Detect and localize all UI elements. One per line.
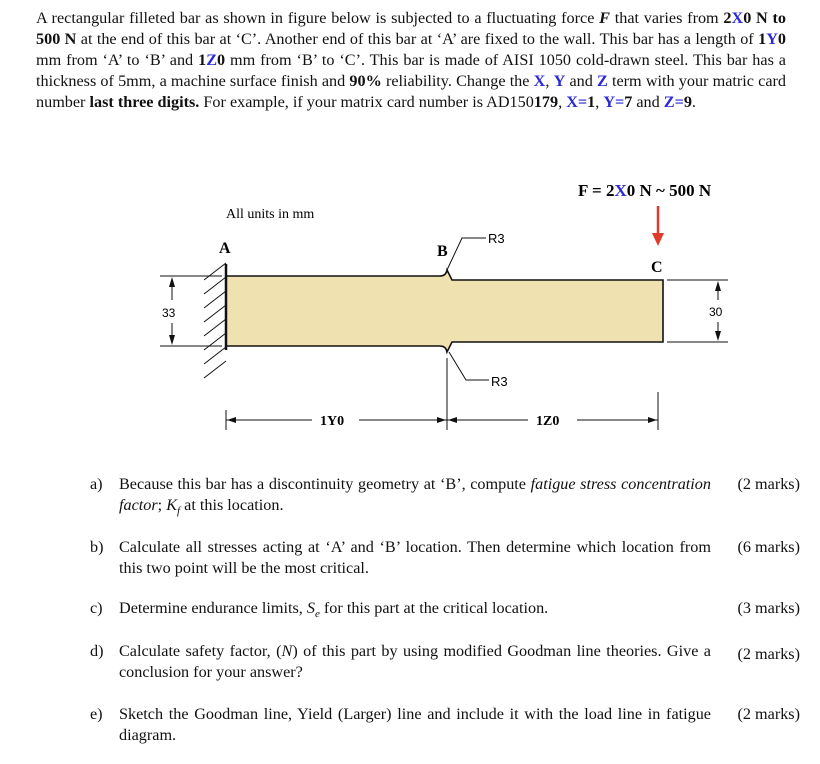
variable-x: X	[731, 9, 744, 27]
example-x-value: 1	[587, 93, 596, 111]
text: term with your matric card number	[36, 72, 786, 111]
variable-z: Z	[206, 51, 217, 69]
length-bc-arrow-right	[648, 417, 657, 423]
wall-hatching	[204, 263, 226, 378]
force-label: F = 2X0 N ~ 500 N	[578, 181, 712, 200]
question-text: Sketch the Goodman line, Yield (Larger) line and include it with the load line in fatigue diagram.	[119, 705, 711, 744]
text: ,	[558, 93, 567, 111]
fillet-top-label: R3	[488, 231, 505, 246]
height-left-arrow-bottom	[169, 335, 175, 345]
length-ab-label: 1Y0	[320, 414, 345, 429]
text: 2	[723, 9, 732, 27]
height-left-label: 33	[162, 306, 176, 320]
question-marks: (3 marks)	[737, 599, 800, 617]
text: A rectangular filleted bar as shown in figure below is subjected to a fluctuating force	[36, 9, 600, 27]
height-right-arrow-bottom	[715, 331, 721, 341]
reliability-value: 90%	[349, 72, 382, 90]
point-b-label: B	[437, 243, 448, 260]
question-text: Calculate safety factor, (N) of this part by using modified Goodman line theories. Give a conclusion for your answer?	[119, 642, 711, 681]
point-a-label: A	[219, 240, 231, 257]
emphasis: last three digits.	[89, 93, 200, 111]
text: .	[691, 93, 696, 111]
text: ,	[595, 93, 604, 111]
text: at the end of this bar at ‘C’. Another end of this bar at ‘A’ are fixed to the wall. This bar has a length of	[76, 30, 759, 48]
question-marks: (2 marks)	[737, 475, 800, 493]
question-text: Determine endurance limits, $S_e$ for this part at the critical location.	[119, 599, 549, 621]
example-y-value: 7	[624, 93, 633, 111]
card-digits: 179	[533, 93, 559, 111]
text: and	[632, 93, 664, 111]
fillet-top-leader	[447, 238, 486, 270]
example-x: X=	[566, 93, 588, 111]
text: 0	[217, 51, 226, 69]
question-text: Because this bar has a discontinuity geometry at ‘B’, compute fatigue stress concentration factor; $K_f$ at this location.	[119, 475, 711, 518]
text: 1	[758, 30, 767, 48]
force-arrow-head	[652, 233, 664, 246]
text: 0	[777, 30, 786, 48]
fillet-bottom-label: R3	[491, 374, 508, 389]
text: 0 N to 500 N	[36, 9, 786, 48]
length-ab-arrow-left	[227, 417, 236, 423]
fillet-bottom-leader	[449, 352, 489, 380]
length-bc-arrow-left	[448, 417, 457, 423]
question-text: Calculate all stresses acting at ‘A’ and ‘B’ location. Then determine which location from this two point will be the most critical.	[119, 538, 711, 577]
example-z-value: 9	[683, 93, 692, 111]
variable-z: Z	[597, 72, 608, 90]
question-label: b)	[90, 538, 104, 556]
units-note: All units in mm	[226, 207, 315, 222]
bar-body	[226, 270, 663, 352]
text: mm from ‘A’ to ‘B’ and	[36, 51, 199, 69]
question-label: e)	[90, 705, 103, 723]
point-c-label: C	[651, 259, 663, 276]
question-marks: (6 marks)	[737, 538, 800, 556]
question-label: c)	[90, 599, 103, 617]
height-left-arrow-top	[169, 277, 175, 287]
text: 1	[198, 51, 207, 69]
question-label: d)	[90, 642, 104, 660]
text: and	[565, 72, 597, 90]
variable-y: Y	[553, 72, 566, 90]
example-z: Z=	[663, 93, 684, 111]
question-marks: (2 marks)	[737, 705, 800, 723]
text: that varies from	[609, 9, 724, 27]
question-marks: (2 marks)	[737, 645, 800, 663]
text: reliability. Change the	[381, 72, 534, 90]
text: For example, if your matrix card number is AD150	[199, 93, 534, 111]
text: mm from ‘B’ to ‘C’. This bar is made of AISI 1050 cold-drawn steel. This bar has a thickness of 5mm, a machine surface finish and	[36, 51, 786, 90]
question-label: a)	[90, 475, 103, 493]
height-right-arrow-top	[715, 281, 721, 291]
example-y: Y=	[603, 93, 625, 111]
variable-x: X	[533, 72, 546, 90]
force-symbol: F	[599, 9, 610, 27]
length-bc-label: 1Z0	[536, 414, 560, 429]
height-right-label: 30	[709, 305, 723, 319]
text: ,	[545, 72, 554, 90]
length-ab-arrow-right	[437, 417, 446, 423]
variable-y: Y	[766, 30, 778, 48]
